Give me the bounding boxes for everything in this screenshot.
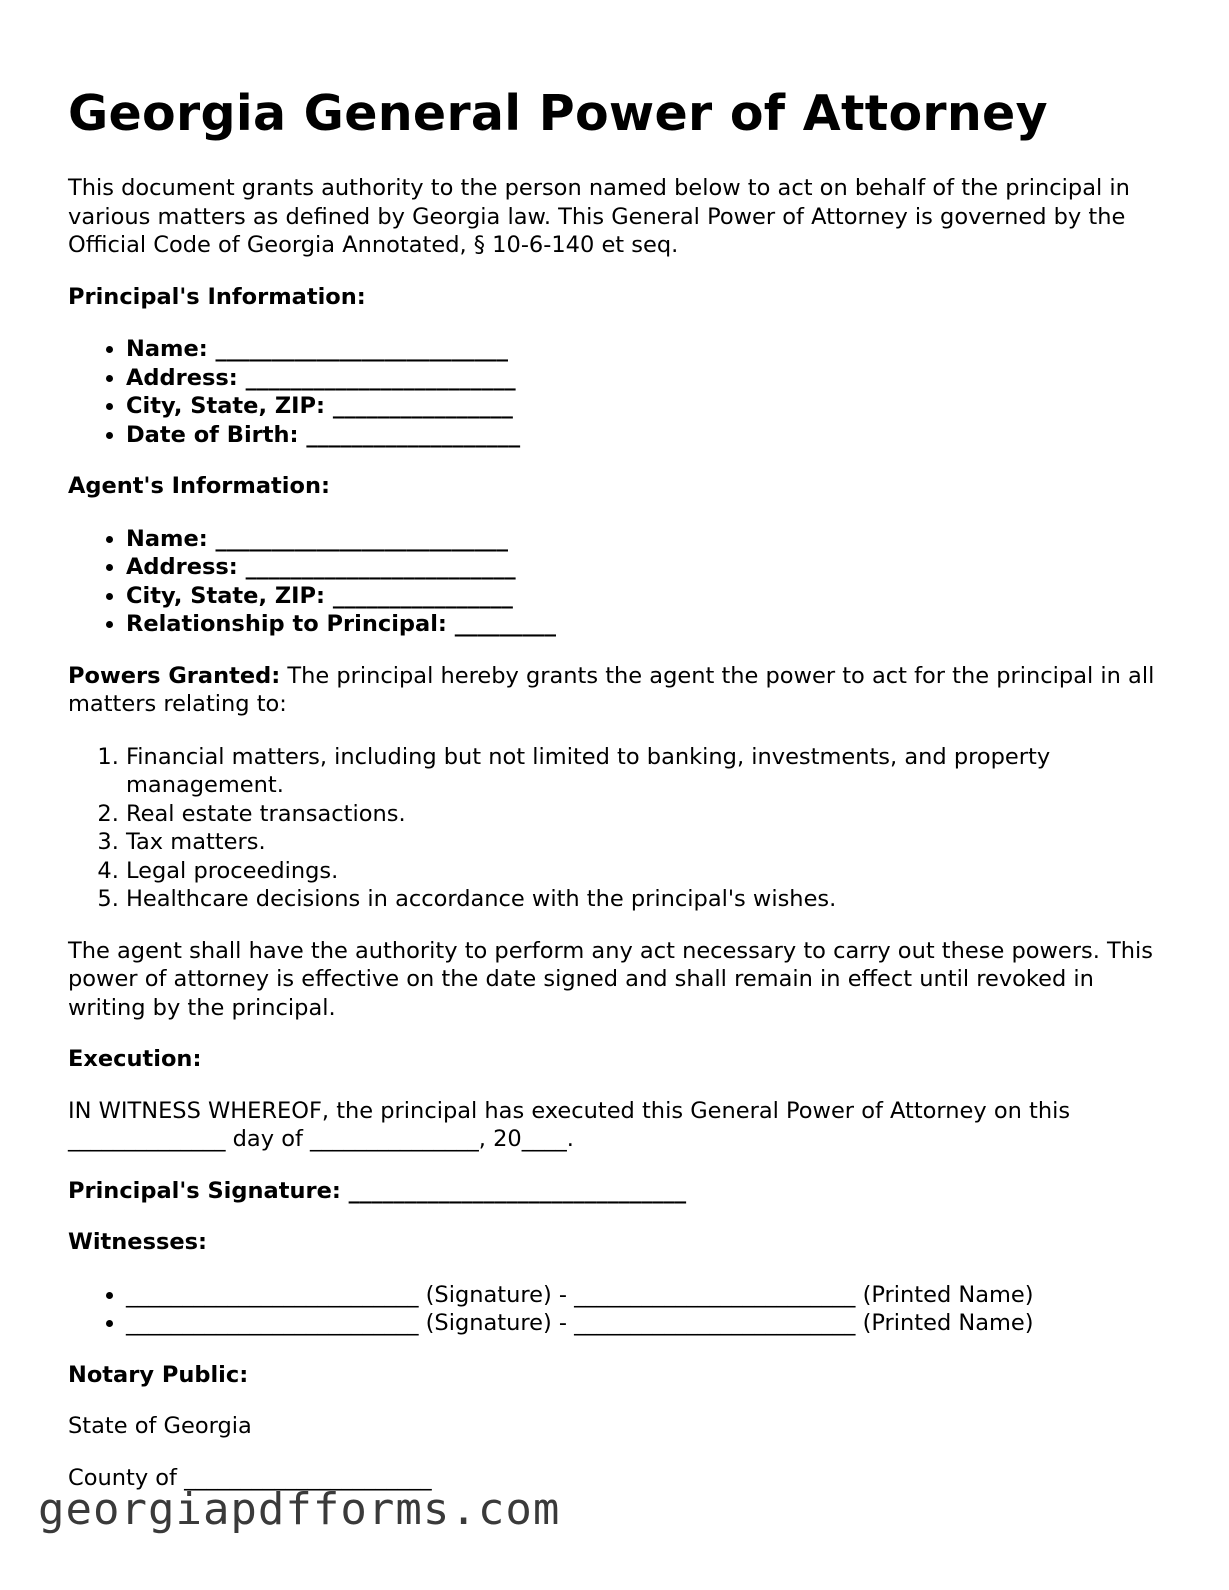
power-item: 2. Real estate transactions. bbox=[126, 800, 1168, 829]
principal-name-field: • Name: __________________________ bbox=[126, 335, 1168, 364]
powers-granted-paragraph bbox=[68, 662, 1168, 719]
notary-heading: Notary Public: bbox=[68, 1361, 249, 1388]
witnesses-list bbox=[68, 1281, 1168, 1338]
notary-state: State of Georgia bbox=[68, 1413, 252, 1439]
agent-address-field: • Address: ________________________ bbox=[126, 553, 1168, 582]
agent-info-heading: Agent's Information: bbox=[68, 473, 330, 499]
witness-line: • __________________________ (Signature) - _________________________ (Printed Name) bbox=[126, 1309, 1168, 1338]
power-item: 4. Legal proceedings. bbox=[126, 857, 1168, 886]
principal-city-state-zip-field: • City, State, ZIP: ________________ bbox=[126, 392, 1168, 421]
agent-name-field: • Name: __________________________ bbox=[126, 525, 1168, 554]
powers-list bbox=[68, 743, 1168, 914]
agent-relationship-field: • Relationship to Principal: _________ bbox=[126, 610, 1168, 639]
witness-line: • __________________________ (Signature) - _________________________ (Printed Name) bbox=[126, 1281, 1168, 1310]
power-item: 1. Financial matters, including but not limited to banking, investments, and property management. bbox=[126, 743, 1168, 800]
intro-paragraph: This document grants authority to the person named below to act on behalf of the principal in various matters as defined by Georgia law. This General Power of Attorney is governed by the Official Code of Georgia Annotated, § 10-6-140 et seq. bbox=[68, 175, 1130, 258]
notary-county: County of ______________________ bbox=[68, 1464, 432, 1491]
powers-granted-label: Powers Granted: bbox=[68, 662, 281, 689]
power-item: 5. Healthcare decisions in accordance with the principal's wishes. bbox=[126, 885, 1168, 914]
principal-address-field: • Address: ________________________ bbox=[126, 364, 1168, 393]
agent-city-state-zip-field: • City, State, ZIP: ________________ bbox=[126, 582, 1168, 611]
document-title: Georgia General Power of Attorney bbox=[68, 85, 1048, 142]
site-watermark: georgiapdfforms.com bbox=[38, 1484, 561, 1535]
principal-fields-list bbox=[68, 335, 1168, 449]
document-page bbox=[68, 82, 1168, 1492]
execution-heading: Execution: bbox=[68, 1046, 202, 1072]
authority-paragraph: The agent shall have the authority to perform any act necessary to carry out these powers. This power of attorney is effective on the date signed and shall remain in effect until revoked in writing by the principal. bbox=[68, 937, 1153, 1021]
agent-fields-list bbox=[68, 525, 1168, 639]
witnesses-heading: Witnesses: bbox=[68, 1229, 207, 1255]
power-item: 3. Tax matters. bbox=[126, 828, 1168, 857]
principal-date-of-birth-field: • Date of Birth: ___________________ bbox=[126, 421, 1168, 450]
powers-granted-text: The principal hereby grants the agent the power to act for the principal in all matters relating to: bbox=[68, 662, 1155, 717]
principal-signature-line: Principal's Signature: ______________________________ bbox=[68, 1177, 687, 1204]
execution-paragraph: IN WITNESS WHEREOF, the principal has executed this General Power of Attorney on this ______________ day of _______________, 20____. bbox=[68, 1097, 1071, 1152]
principal-info-heading: Principal's Information: bbox=[68, 283, 366, 310]
